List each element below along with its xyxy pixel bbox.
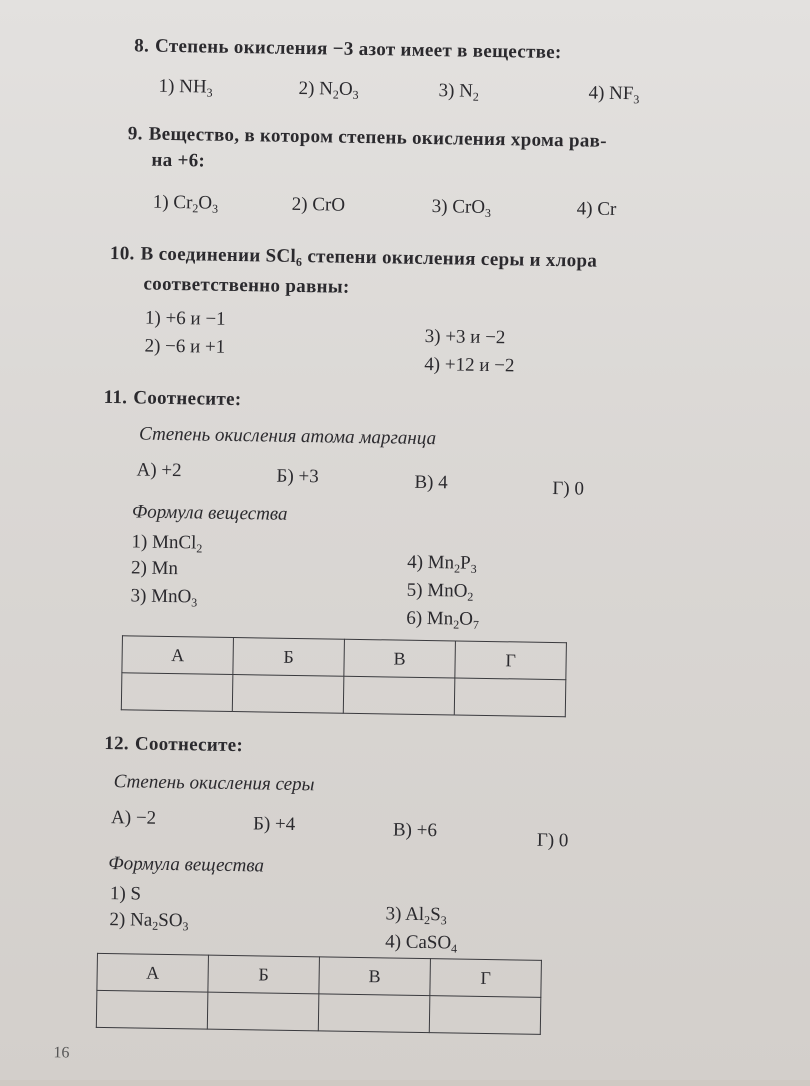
- q12-formula-1-text: S: [130, 883, 142, 905]
- q12-formula-3-sub-b: 3: [440, 913, 447, 928]
- q10-option-3: 3) +3 и −2: [424, 325, 506, 349]
- q11-formula-6-sub-b: 7: [472, 617, 480, 632]
- q8-option-2-number: 2): [298, 77, 315, 100]
- q10-option-2: 2) −6 и +1: [144, 335, 226, 358]
- question-11: [104, 387, 242, 411]
- question-9-text-line2: на +6:: [151, 149, 206, 172]
- q11-formula-5-number: 5): [406, 579, 423, 601]
- q9-option-1: [153, 192, 219, 217]
- q11-formula-1: [131, 531, 202, 556]
- question-10-text-b: степени окисления серы и хлора: [302, 246, 598, 272]
- q11-table-answer-row: [121, 673, 566, 717]
- q12-formula-1: [110, 883, 141, 905]
- q11-formula-6-text-b: O: [459, 608, 474, 630]
- q9-option-1-formula: Cr: [173, 191, 193, 214]
- q12-col2-title: Формула вещества: [108, 853, 265, 877]
- q10-option-4: 4) +12 и −2: [424, 353, 515, 377]
- question-11-number: 11.: [103, 386, 128, 409]
- question-10: [110, 243, 598, 275]
- q11-formula-1-number: 1): [131, 531, 148, 553]
- question-12-text: Соотнесите:: [134, 733, 244, 757]
- q12-col1-title: Степень окисления серы: [113, 771, 315, 796]
- q12-formula-4-number: 4): [385, 931, 402, 953]
- q12-formula-2-text-b: SO: [158, 909, 183, 932]
- q12-formula-4-text: CaSO: [405, 931, 452, 954]
- q8-option-1: [158, 76, 212, 101]
- q9-option-4: [577, 198, 617, 221]
- q11-col1-title: Степень окисления атома марганца: [138, 423, 437, 450]
- q8-option-3: [438, 80, 479, 105]
- q11-answer-cell-d[interactable]: [454, 678, 566, 717]
- q9-option-1-number: 1): [152, 191, 169, 213]
- question-8-number: 8.: [134, 35, 150, 57]
- q12-formula-4-sub: 4: [450, 941, 458, 956]
- question-10-text-sub: 6: [295, 254, 303, 270]
- q9-option-2-formula: CrO: [312, 194, 346, 216]
- q11-col1-d: Г) 0: [552, 477, 585, 500]
- q11-answer-cell-a[interactable]: [121, 673, 233, 712]
- q11-formula-4-sub: 2: [453, 561, 461, 576]
- q11-formula-2: [131, 557, 178, 580]
- q8-option-4-sub: 3: [633, 92, 640, 107]
- q11-col1-b: Б) +3: [276, 465, 319, 488]
- q9-option-3-formula: CrO: [452, 196, 486, 218]
- q11-formula-4-text: Mn: [427, 552, 455, 574]
- q12-formula-3: [385, 903, 446, 928]
- q8-option-2-sub: 2: [332, 87, 339, 102]
- q12-formula-2: [109, 909, 188, 934]
- question-10-number: 10.: [109, 243, 135, 265]
- q12-header-c: В: [319, 957, 431, 996]
- q12-formula-3-number: 3): [385, 903, 402, 925]
- q11-header-b: Б: [233, 637, 345, 676]
- q11-formula-6-text: Mn: [426, 608, 454, 630]
- page-number: 16: [53, 1044, 70, 1062]
- q12-col1-a: А) −2: [110, 807, 157, 829]
- q12-table-answer-row: [96, 990, 541, 1034]
- q11-header-c: В: [344, 639, 456, 678]
- q12-answer-cell-b[interactable]: [207, 992, 319, 1031]
- q11-formula-6-number: 6): [406, 607, 423, 629]
- q12-formula-1-number: 1): [109, 883, 126, 905]
- q12-formula-2-number: 2): [109, 909, 126, 931]
- question-8: [134, 35, 562, 64]
- q8-option-2-formula-b: O: [338, 78, 353, 100]
- q11-formula-3-sub: 3: [191, 595, 198, 610]
- q12-formula-3-text-b: S: [430, 904, 441, 926]
- q11-formula-5: [407, 580, 474, 605]
- q11-formula-1-text: MnCl: [151, 531, 197, 554]
- q11-answer-cell-b[interactable]: [232, 674, 344, 713]
- question-10-text-a: В соединении SCl: [140, 243, 297, 267]
- question-11-text: Соотнесите:: [133, 387, 242, 411]
- q11-col1-c: В) 4: [414, 471, 448, 494]
- q12-formula-2-sub-b: 3: [182, 919, 189, 934]
- q12-col1-b: Б) +4: [252, 813, 296, 835]
- q11-formula-5-sub: 2: [467, 589, 474, 604]
- q8-option-3-sub: 2: [472, 89, 479, 104]
- q11-col2-title: Формула вещества: [131, 501, 288, 525]
- q11-formula-1-sub: 2: [196, 541, 203, 556]
- q8-option-2-formula: N: [319, 78, 334, 100]
- question-9-number: 9.: [127, 123, 143, 145]
- q12-header-d: Г: [430, 959, 542, 998]
- q11-answer-cell-c[interactable]: [343, 676, 455, 715]
- q9-option-3-sub: 3: [484, 205, 492, 220]
- q12-answer-table: [96, 953, 542, 1035]
- q11-formula-4-text-b: P: [459, 552, 471, 574]
- q11-header-d: Г: [455, 641, 567, 680]
- q12-col1-d: Г) 0: [536, 829, 569, 852]
- q12-formula-4: [385, 931, 457, 956]
- q9-option-4-number: 4): [576, 198, 593, 220]
- q11-formula-3: [130, 585, 197, 610]
- question-9-text-line1: Вещество, в котором степень окисления хрома рав-: [148, 123, 607, 152]
- q12-header-a: А: [97, 953, 209, 992]
- q12-answer-cell-a[interactable]: [96, 990, 208, 1029]
- question-12-number: 12.: [104, 732, 130, 755]
- question-12: [104, 733, 243, 757]
- q9-option-2-number: 2): [291, 193, 308, 216]
- q11-formula-4: [407, 552, 477, 577]
- q11-formula-6: [406, 608, 479, 633]
- q8-option-4-formula: NF: [608, 82, 634, 105]
- q11-formula-4-sub-b: 3: [470, 561, 477, 576]
- question-10-line2: [143, 274, 349, 299]
- q9-option-4-formula: Cr: [597, 198, 617, 220]
- q11-formula-2-number: 2): [130, 557, 148, 579]
- q12-formula-2-sub: 2: [152, 918, 159, 933]
- question-9-line2: [151, 150, 205, 173]
- q12-answer-cell-d[interactable]: [429, 996, 541, 1035]
- q12-col1-c: В) +6: [392, 819, 438, 842]
- q11-header-a: А: [122, 636, 234, 675]
- q8-option-2: [298, 78, 358, 103]
- q8-option-1-formula: NH: [179, 76, 207, 98]
- q9-option-1-sub-b: 3: [211, 201, 219, 216]
- worksheet: [53, 0, 790, 1086]
- question-8-text: Степень окисления −3 азот имеет в веществе:: [154, 35, 562, 64]
- q11-formula-2-text: Mn: [151, 557, 179, 580]
- q9-option-1-sub: 2: [192, 201, 199, 216]
- q9-option-3-number: 3): [431, 196, 448, 218]
- q10-option-1: 1) +6 и −1: [144, 307, 226, 330]
- q9-option-1-formula-b: O: [198, 192, 213, 214]
- q12-formula-3-text: Al: [405, 903, 425, 926]
- q11-formula-3-number: 3): [130, 585, 147, 607]
- q11-formula-5-text: MnO: [427, 580, 468, 602]
- q11-answer-table: [121, 635, 567, 717]
- q12-formula-3-sub: 2: [423, 913, 431, 928]
- q9-option-2: [292, 194, 346, 217]
- question-9: [128, 123, 607, 153]
- q12-answer-cell-c[interactable]: [318, 994, 430, 1033]
- question-10-text-line2: соответственно равны:: [143, 273, 350, 298]
- q11-formula-6-sub: 2: [453, 617, 460, 632]
- q8-option-2-sub-b: 3: [352, 87, 359, 102]
- q8-option-1-number: 1): [158, 75, 175, 97]
- q8-option-4: [588, 83, 639, 108]
- q8-option-1-sub: 3: [206, 85, 213, 100]
- q12-header-b: Б: [208, 955, 320, 994]
- q12-formula-2-text: Na: [129, 909, 153, 931]
- q8-option-4-number: 4): [588, 82, 605, 104]
- q11-formula-3-text: MnO: [151, 585, 192, 608]
- q11-col1-a: А) +2: [136, 459, 182, 482]
- q9-option-3: [432, 196, 492, 221]
- q8-option-3-formula: N: [458, 80, 474, 102]
- q8-option-3-number: 3): [438, 80, 455, 102]
- q11-formula-4-number: 4): [407, 551, 424, 573]
